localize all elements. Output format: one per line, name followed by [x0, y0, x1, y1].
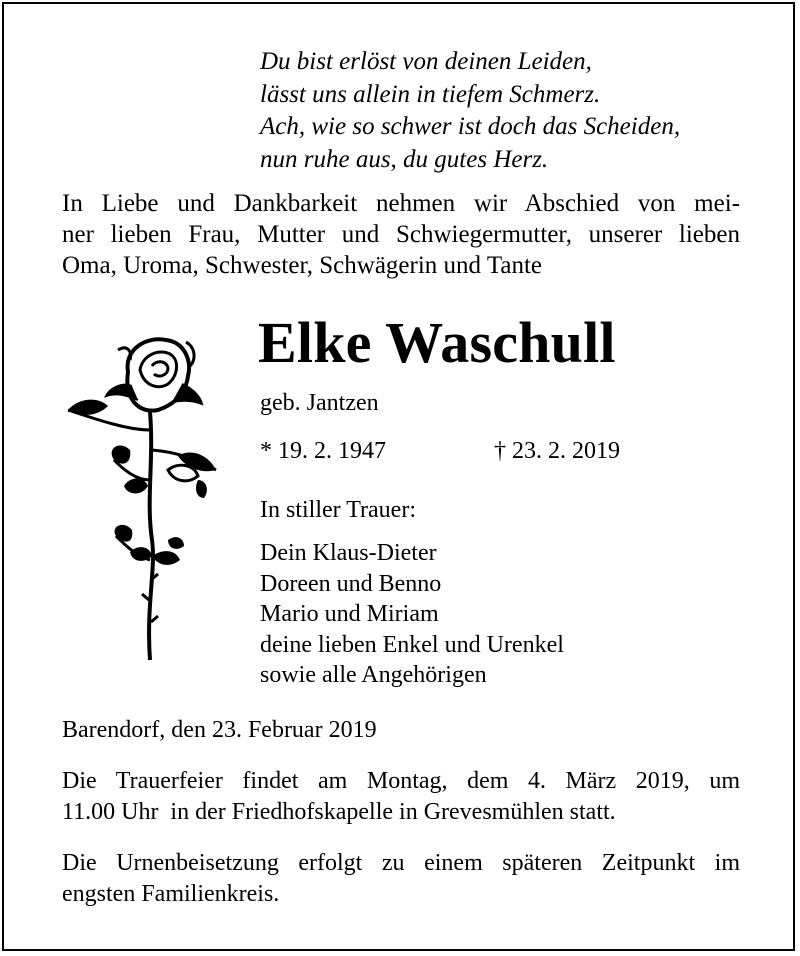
mourner-item: Doreen und Benno [260, 570, 442, 597]
mourner-item: sowie alle Angehörigen [260, 662, 487, 689]
mourning-heading: In stiller Trauer: [260, 497, 416, 523]
maiden-name: geb. Jantzen [260, 390, 379, 416]
funeral-line: Die Trauerfeier findet am Montag, dem 4. März 2019, um [62, 768, 740, 794]
intro-line: In Liebe und Dankbarkeit nehmen wir Abschied von mei- [62, 190, 740, 217]
burial-line: engsten Familienkreis. [62, 881, 280, 907]
memorial-poem [260, 46, 680, 176]
burial-notice [62, 848, 740, 910]
mourner-item: deine lieben Enkel und Urenkel [260, 631, 564, 658]
mourners-list [260, 538, 564, 691]
funeral-notice [62, 766, 740, 828]
mourner-item: Mario und Miriam [260, 601, 439, 628]
intro-line: Oma, Uroma, Schwester, Schwägerin und Tante [62, 252, 542, 279]
poem-line: lässt uns allein in tiefem Schmerz. [260, 80, 601, 108]
intro-line: ner lieben Frau, Mutter und Schwiegermutter, unserer lieben [62, 221, 740, 248]
place-date: Barendorf, den 23. Februar 2019 [62, 717, 377, 743]
deceased-name: Elke Waschull [258, 310, 616, 375]
birth-date: * 19. 2. 1947 [260, 438, 386, 464]
burial-line: Die Urnenbeisetzung erfolgt zu einem späteren Zeitpunkt im [62, 850, 740, 876]
mourner-item: Dein Klaus-Dieter [260, 540, 437, 566]
poem-line: Du bist erlöst von deinen Leiden, [260, 48, 592, 75]
intro-text [62, 188, 740, 281]
death-date: † 23. 2. 2019 [494, 438, 620, 464]
poem-line: nun ruhe aus, du gutes Herz. [260, 145, 549, 173]
poem-line: Ach, wie so schwer ist doch das Scheiden, [260, 113, 681, 140]
funeral-line: 11.00 Uhr in der Friedhofskapelle in Grevesmühlen statt. [62, 799, 616, 825]
rose-icon [58, 330, 238, 675]
